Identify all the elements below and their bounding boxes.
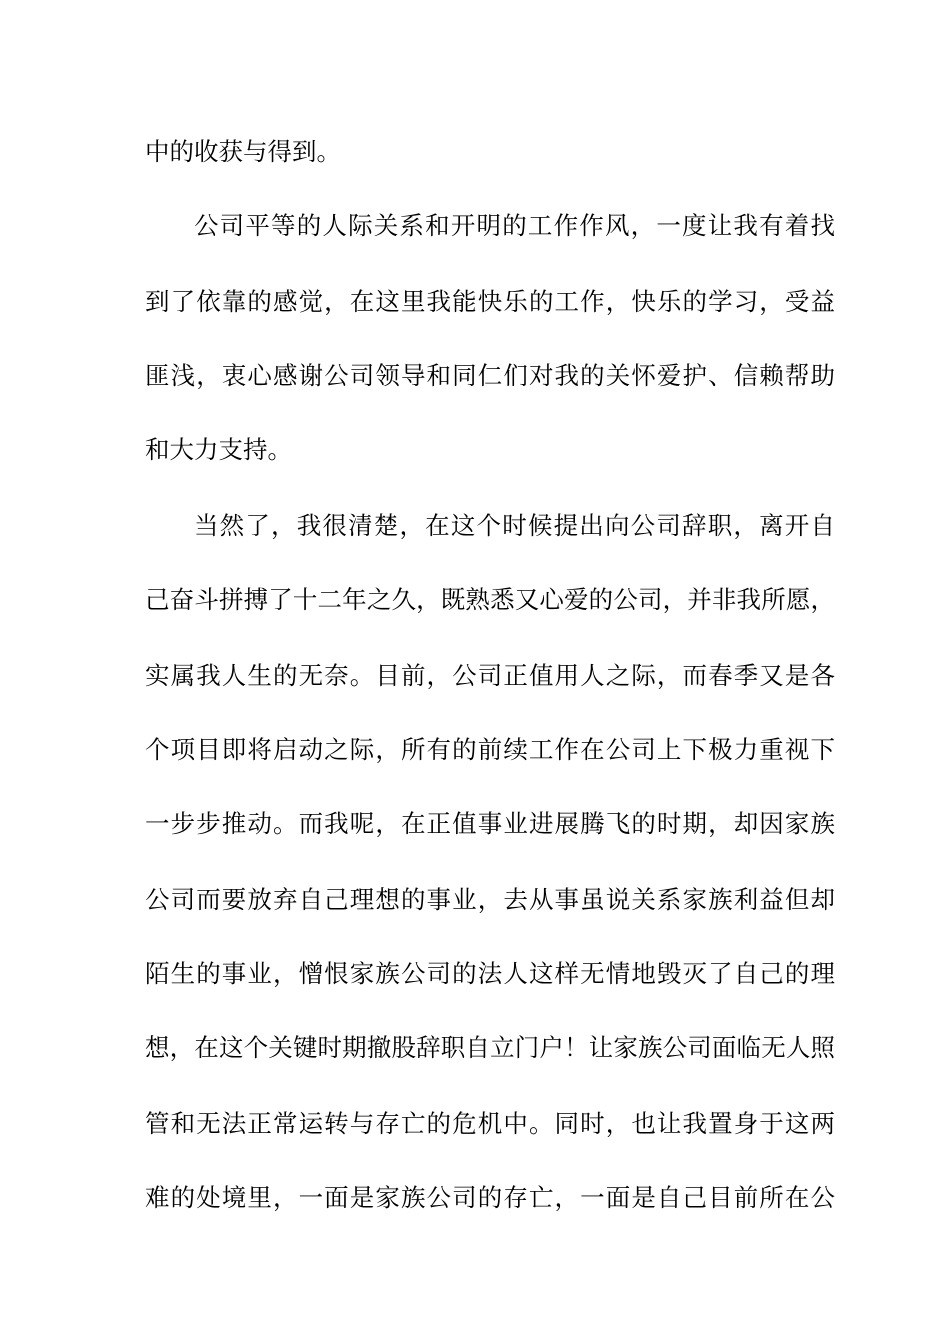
text-line-1: 中的收获与得到。 (145, 137, 341, 166)
text-line-3: 到了依靠的感觉，在这里我能快乐的工作，快乐的学习，受益 (145, 287, 835, 316)
text-line-14: 管和无法正常运转与存亡的危机中。同时，也让我置身于这两 (145, 1109, 835, 1138)
text-line-10: 一步步推动。而我呢，在正值事业进展腾飞的时期，却因家族 (145, 809, 835, 838)
text-line-6: 当然了，我很清楚，在这个时候提出向公司辞职，离开自 (194, 511, 835, 540)
text-line-8: 实属我人生的无奈。目前，公司正值用人之际，而春季又是各 (145, 661, 835, 690)
text-line-7: 己奋斗拼搏了十二年之久，既熟悉又心爱的公司，并非我所愿， (145, 585, 835, 614)
text-line-2: 公司平等的人际关系和开明的工作作风，一度让我有着找 (194, 211, 835, 240)
text-line-13: 想，在这个关键时期撤股辞职自立门户！让家族公司面临无人照 (145, 1033, 835, 1062)
text-line-4: 匪浅，衷心感谢公司领导和同仁们对我的关怀爱护、信赖帮助 (145, 361, 835, 390)
text-line-9: 个项目即将启动之际，所有的前续工作在公司上下极力重视下 (145, 735, 835, 764)
text-line-5: 和大力支持。 (145, 435, 292, 464)
text-line-11: 公司而要放弃自己理想的事业，去从事虽说关系家族利益但却 (145, 885, 835, 914)
text-line-15: 难的处境里，一面是家族公司的存亡，一面是自己目前所在公 (145, 1183, 835, 1212)
text-line-12: 陌生的事业，憎恨家族公司的法人这样无情地毁灭了自己的理 (145, 959, 835, 988)
